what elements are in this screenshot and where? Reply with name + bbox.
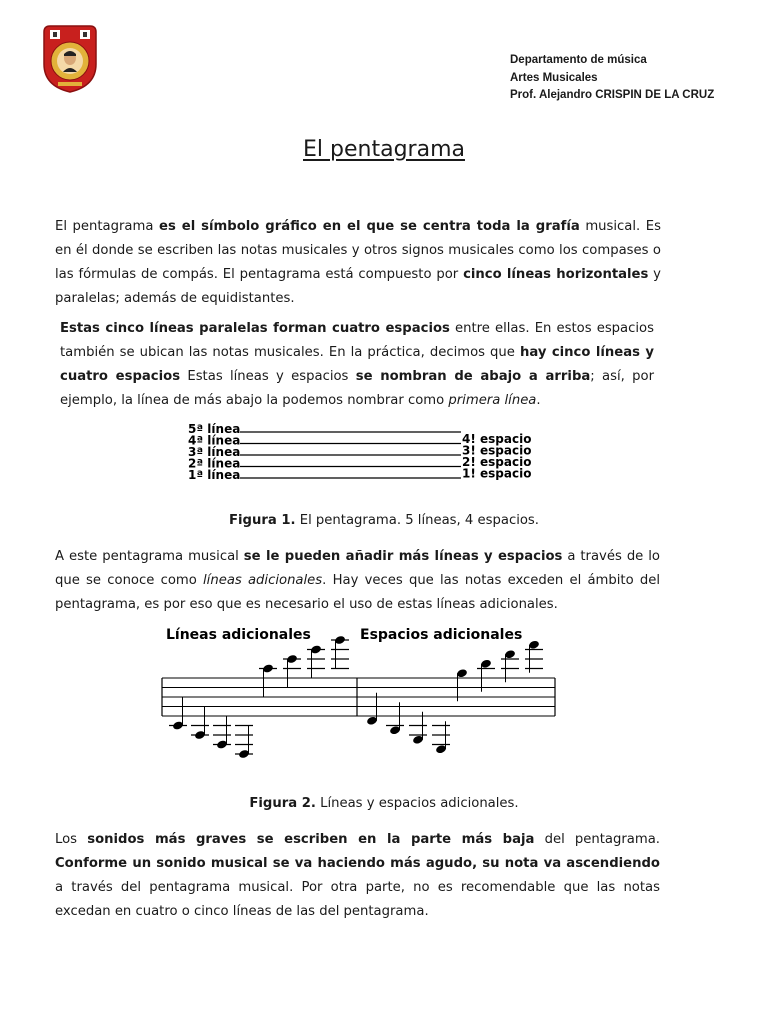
- note: [525, 640, 543, 673]
- note: [409, 712, 427, 745]
- header-info: [510, 52, 714, 105]
- note: [456, 668, 468, 701]
- staff-line-label: 5ª línea: [188, 422, 241, 436]
- staff-line-label: 4ª línea: [188, 433, 241, 448]
- note: [169, 698, 187, 731]
- staff-space-label: 1! espacio: [462, 466, 531, 481]
- note: [191, 707, 209, 740]
- note: [283, 654, 301, 687]
- label-ledger-spaces: Espacios adicionales: [360, 627, 523, 643]
- staff-space-label: 3! espacio: [462, 443, 531, 458]
- note: [307, 644, 325, 677]
- note: [213, 717, 231, 750]
- note: [331, 635, 349, 669]
- note: [477, 659, 495, 692]
- figure-ledger-diagram: [160, 623, 560, 763]
- note: [366, 693, 378, 726]
- label-ledger-lines: Líneas adicionales: [166, 627, 311, 643]
- note: [235, 726, 253, 760]
- figure1-caption: Figura 1. El pentagrama. 5 líneas, 4 espacios.: [229, 513, 539, 528]
- subject-name: Artes Musicales: [510, 71, 598, 84]
- paragraph-ledger-lines: A este pentagrama musical se le pueden añadir más líneas y espacios a través de lo que se conoce como líneas adicionales. Hay veces que las notas exceden el ámbito del pentagrama, es por eso que es necesario el uso de estas líneas adicionales.: [55, 549, 661, 612]
- note: [501, 649, 519, 682]
- staff-space-label: 4! espacio: [462, 432, 531, 446]
- staff-line-label: 3ª línea: [188, 445, 241, 459]
- paragraph-lines-spaces: Estas cinco líneas paralelas forman cuatro espacios entre ellas. En estos espacios también se ubican las notas musicales. En la práctica, decimos que hay cinco líneas y cuatro espacios Estas líneas y espacios se nombran de abajo a arriba; así, por ejemplo, la línea de más abajo la podemos nombrar como primera línea.: [60, 321, 654, 408]
- paragraph-intro: El pentagrama es el símbolo gráfico en el que se centra toda la grafía musical. Es en él donde se escriben las notas musicales y otros signos musicales como los compases o las fórmulas de compás. El pentagrama está compuesto por cinco líneas horizontales y paralelas; además de equidistantes.: [55, 219, 661, 306]
- staff-line-label: 2ª línea: [188, 456, 241, 471]
- note: [386, 702, 404, 735]
- department-name: Departamento de música: [510, 54, 647, 66]
- staff-space-label: 2! espacio: [462, 455, 531, 469]
- teacher-name: Prof. Alejandro CRISPIN DE LA CRUZ: [510, 89, 715, 101]
- staff-lines: [162, 678, 555, 716]
- staff-line-label: 1ª línea: [188, 468, 241, 482]
- note: [259, 663, 277, 696]
- school-crest-logo: [40, 24, 100, 94]
- paragraph-pitch: Los sonidos más graves se escriben en la parte más baja del pentagrama. Conforme un sonido musical se va haciendo más agudo, su nota va ascendiendo a través del pentagrama musical. Por otra parte, no es recomendable que las notas excedan en cuatro o cinco líneas de las del pentagrama.: [55, 832, 660, 919]
- note: [432, 721, 450, 754]
- figure-staff-diagram: [186, 422, 531, 486]
- page-title: El pentagrama: [303, 137, 465, 162]
- figure2-caption: Figura 2. Líneas y espacios adicionales.: [249, 796, 519, 811]
